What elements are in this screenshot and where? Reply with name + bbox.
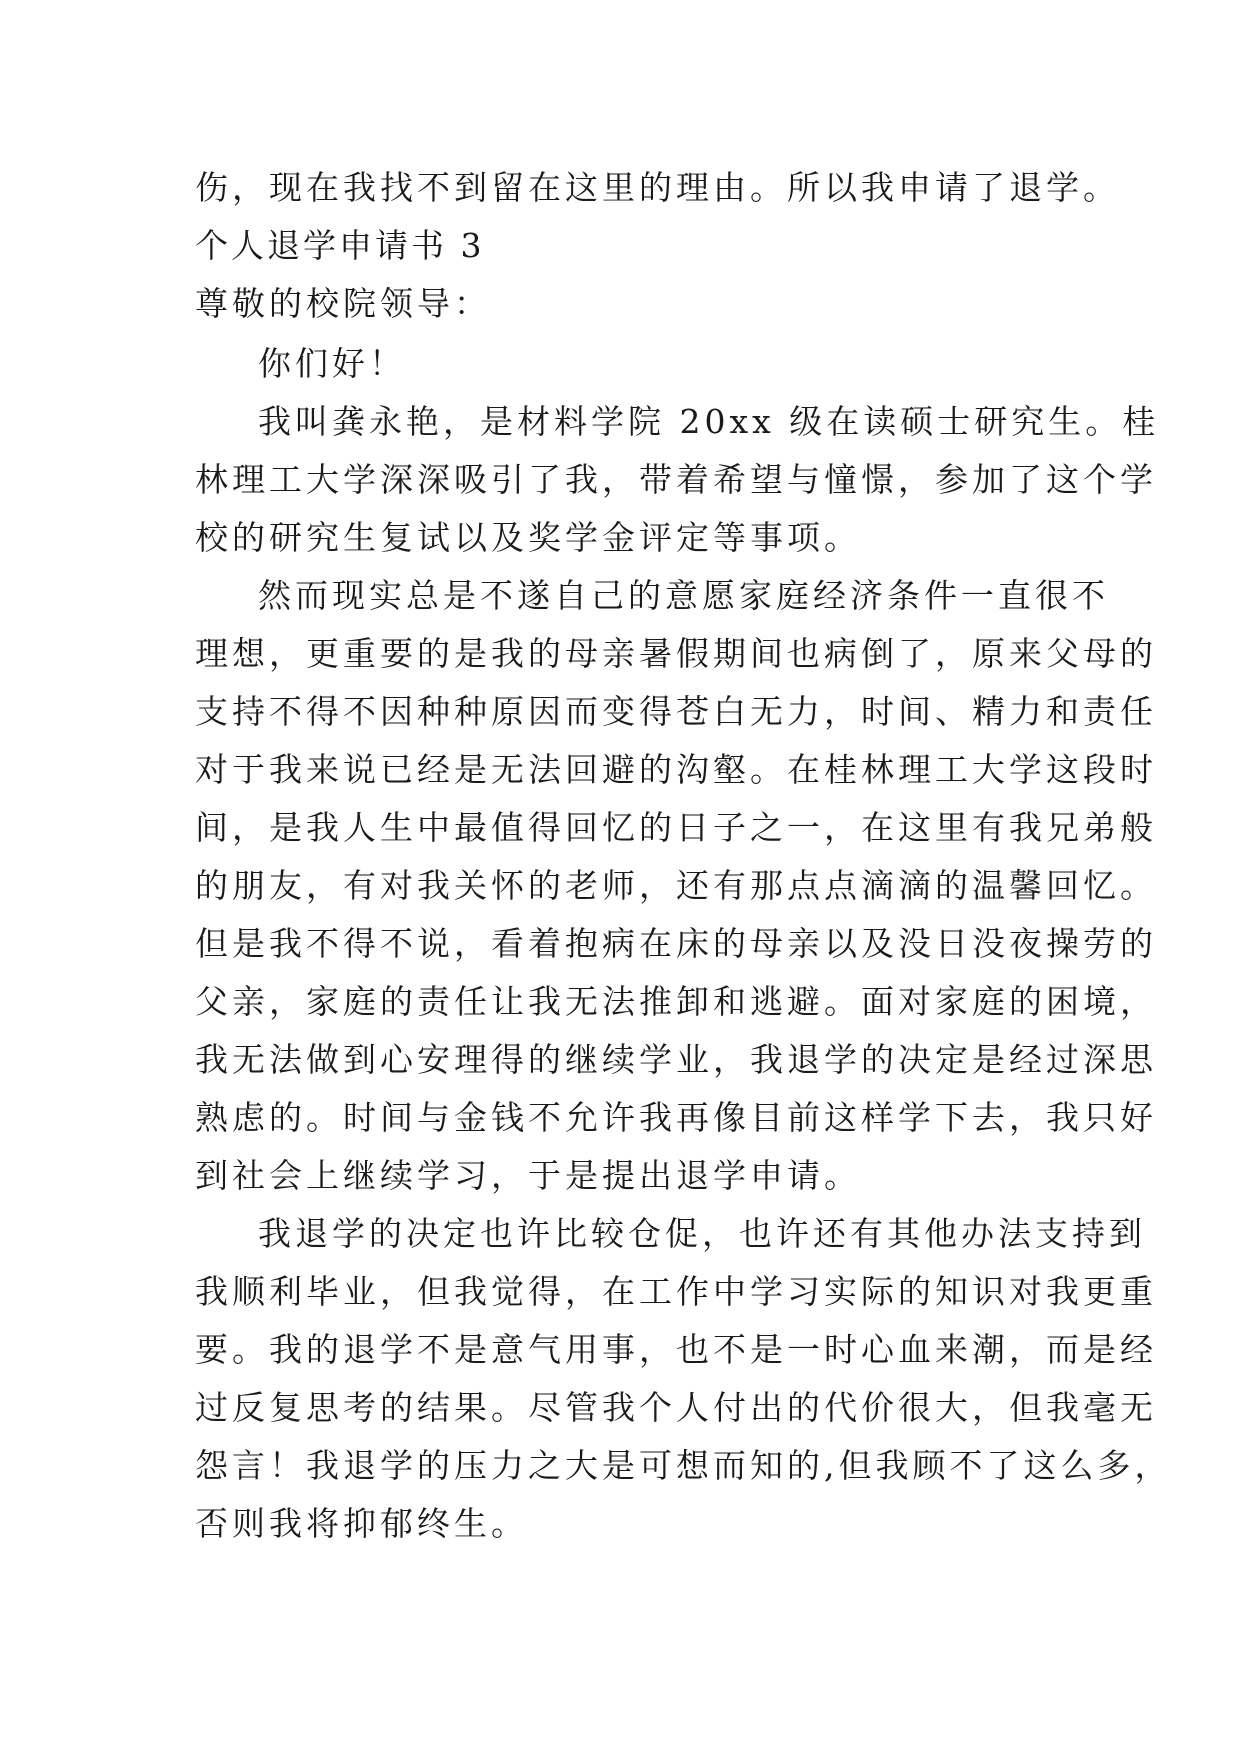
paragraph-line: 对于我来说已经是无法回避的沟壑。在桂林理工大学这段时	[195, 750, 1157, 789]
paragraph-line: 林理工大学深深吸引了我，带着希望与憧憬，参加了这个学	[195, 460, 1157, 499]
paragraph-line: 我叫龚永艳，是材料学院 20xx 级在读硕士研究生。桂	[258, 402, 1160, 441]
paragraph-line: 要。我的退学不是意气用事，也不是一时心血来潮，而是经	[195, 1330, 1157, 1369]
paragraph-line: 支持不得不因种种原因而变得苍白无力，时间、精力和责任	[195, 692, 1157, 731]
paragraph-line: 我退学的决定也许比较仓促，也许还有其他办法支持到	[258, 1214, 1146, 1253]
paragraph-line: 父亲，家庭的责任让我无法推卸和逃避。面对家庭的困境，	[195, 982, 1157, 1021]
paragraph-line: 我无法做到心安理得的继续学业，我退学的决定是经过深思	[195, 1040, 1157, 1079]
paragraph-line: 到社会上继续学习，于是提出退学申请。	[195, 1156, 861, 1195]
paragraph-line: 的朋友，有对我关怀的老师，还有那点点滴滴的温馨回忆。	[195, 866, 1157, 905]
greeting: 你们好！	[258, 344, 406, 383]
paragraph-line: 伤，现在我找不到留在这里的理由。所以我申请了退学。	[195, 168, 1120, 207]
paragraph-line: 熟虑的。时间与金钱不允许我再像目前这样学下去，我只好	[195, 1098, 1157, 1137]
salutation: 尊敬的校院领导：	[195, 284, 491, 323]
paragraph-line: 但是我不得不说，看着抱病在床的母亲以及没日没夜操劳的	[195, 924, 1157, 963]
paragraph-line: 我顺利毕业，但我觉得，在工作中学习实际的知识对我更重	[195, 1272, 1157, 1311]
document-title: 个人退学申请书 3	[195, 226, 485, 265]
paragraph-line: 理想，更重要的是我的母亲暑假期间也病倒了，原来父母的	[195, 634, 1157, 673]
paragraph-line: 校的研究生复试以及奖学金评定等事项。	[195, 518, 861, 557]
paragraph-line: 然而现实总是不遂自己的意愿家庭经济条件一直很不	[258, 576, 1109, 615]
paragraph-line: 过反复思考的结果。尽管我个人付出的代价很大，但我毫无	[195, 1388, 1157, 1427]
paragraph-line: 否则我将抑郁终生。	[195, 1504, 528, 1543]
paragraph-line: 怨言！我退学的压力之大是可想而知的,但我顾不了这么多，	[195, 1446, 1172, 1485]
paragraph-line: 间，是我人生中最值得回忆的日子之一，在这里有我兄弟般	[195, 808, 1157, 847]
